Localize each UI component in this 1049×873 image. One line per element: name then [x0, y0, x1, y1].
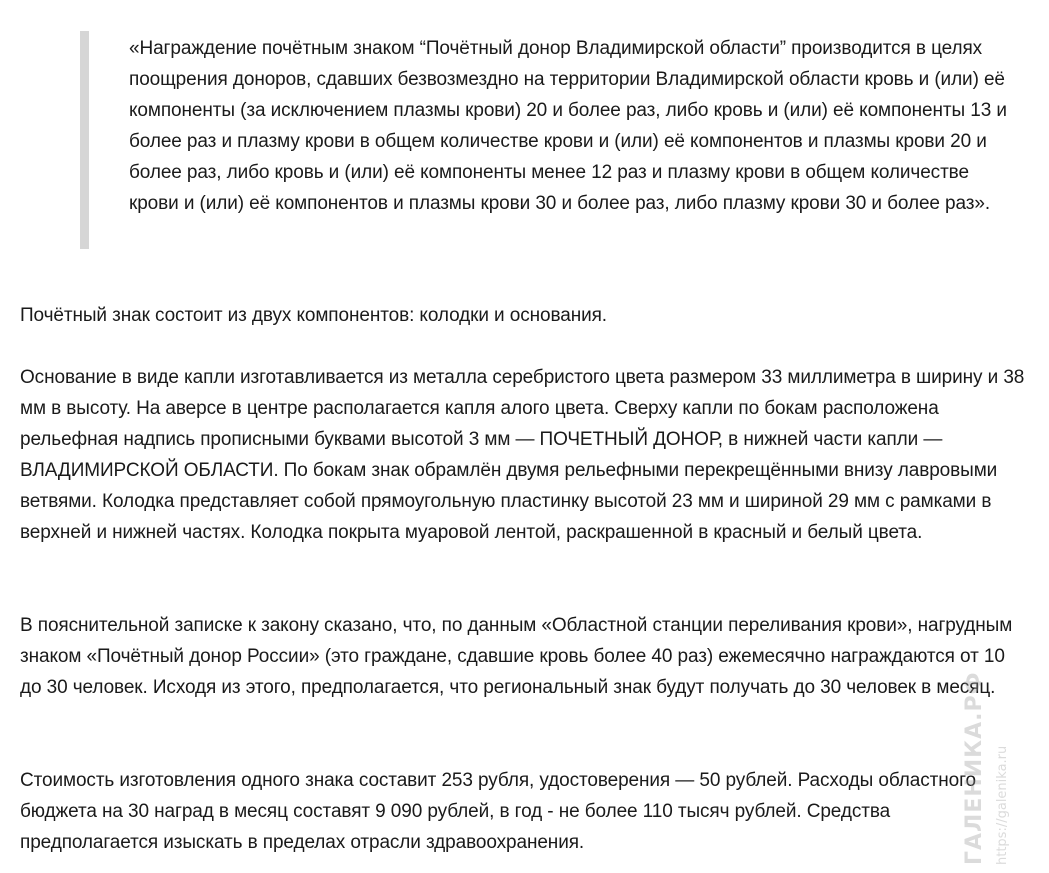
paragraph-cost: Стоимость изготовления одного знака составит 253 рубля, удостоверения — 50 рублей. Расходы областного бюджета на 30 наград в месяц составят 9 090 рублей, в год - не более 110 тысяч рублей. Средства предполагается изыскать в пределах отрасли здравоохранения.: [20, 770, 976, 853]
watermark-url: https://galenika.ru: [995, 745, 1010, 865]
paragraph-composition: Почётный знак состоит из двух компонентов: колодки и основания.: [20, 305, 607, 326]
watermark-brand: ГАЛЕНИКА.РФ: [962, 671, 987, 865]
paragraph-description: Основание в виде капли изготавливается из металла серебристого цвета размером 33 миллиметра в ширину и 38 мм в высоту. На аверсе в центре располагается капля алого цвета. Сверху капли по бокам расположена рельефная надпись прописными буквами высотой 3 мм — ПОЧЕТНЫЙ ДОНОР, в нижней части капли — ВЛАДИМИРСКОЙ ОБЛАСТИ. По бокам знак обрамлён двумя рельефными перекрещёнными внизу лавровыми ветвями. Колодка представляет собой прямоугольную пластинку высотой 23 мм и шириной 29 мм с рамками в верхней и нижней частях. Колодка покрыта муаровой лентой, раскрашенной в красный и белый цвета.: [20, 367, 1025, 543]
blockquote: [80, 31, 1020, 249]
paragraph-explanatory-note: В пояснительной записке к закону сказано, что, по данным «Областной станции переливания крови», нагрудным знаком «Почётный донор России» (это граждане, сдавшие кровь более 40 раз) ежемесячно награждаются от 10 до 30 человек. Исходя из этого, предполагается, что региональный знак будут получать до 30 человек в месяц.: [20, 615, 1013, 698]
quote-text: «Награждение почётным знаком “Почётный донор Владимирской области” производится в целях поощрения доноров, сдавших безвозмездно на территории Владимирской области кровь и (или) её компоненты (за исключением плазмы крови) 20 и более раз, либо кровь и (или) её компоненты 13 и более раз и плазму крови в общем количестве крови и (или) её компонентов и плазмы крови 20 и более раз, либо кровь и (или) её компоненты менее 12 раз и плазму крови в общем количестве крови и (или) её компонентов и плазмы крови 30 и более раз, либо плазму крови 30 и более раз».: [129, 38, 1007, 214]
